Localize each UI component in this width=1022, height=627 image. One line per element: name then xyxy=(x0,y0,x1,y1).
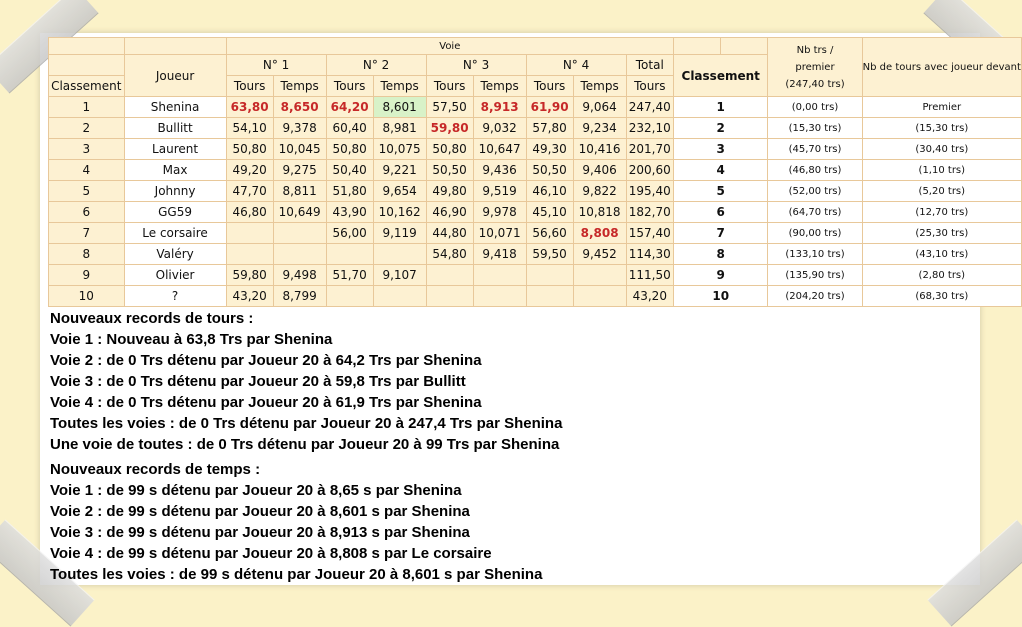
tours-cell: 44,80 xyxy=(426,223,473,244)
rank-cell: 6 xyxy=(49,202,125,223)
tours-cell: 45,10 xyxy=(526,202,573,223)
tours-cell xyxy=(326,244,373,265)
total-cell: 114,30 xyxy=(626,244,674,265)
tours-cell: 49,80 xyxy=(426,181,473,202)
table-row xyxy=(49,118,1022,139)
rank-right-cell: 1 xyxy=(674,97,768,118)
laps-behind-ahead-cell: (68,30 trs) xyxy=(862,286,1021,307)
temps-cell: 9,978 xyxy=(473,202,526,223)
record-line: Voie 3 : de 0 Trs détenu par Joueur 20 à 59,8 Trs par Bullitt xyxy=(50,373,466,390)
tours-cell xyxy=(526,265,573,286)
header-temps: Temps xyxy=(573,76,626,97)
laps-behind-leader-cell: (204,20 trs) xyxy=(768,286,862,307)
tours-cell xyxy=(226,244,273,265)
record-line: Voie 1 : de 99 s détenu par Joueur 20 à 8,65 s par Shenina xyxy=(50,482,462,499)
tours-cell: 57,80 xyxy=(526,118,573,139)
header-tours: Tours xyxy=(226,76,273,97)
temps-cell: 9,119 xyxy=(373,223,426,244)
header-empty xyxy=(721,38,768,55)
tours-cell: 50,80 xyxy=(426,139,473,160)
temps-cell: 9,234 xyxy=(573,118,626,139)
tours-cell: 46,90 xyxy=(426,202,473,223)
tours-cell xyxy=(526,286,573,307)
rank-right-cell: 5 xyxy=(674,181,768,202)
laps-behind-leader-cell: (45,70 trs) xyxy=(768,139,862,160)
temps-cell: 9,654 xyxy=(373,181,426,202)
temps-cell: 9,032 xyxy=(473,118,526,139)
temps-cell: 10,075 xyxy=(373,139,426,160)
laps-behind-leader-cell: (133,10 trs) xyxy=(768,244,862,265)
total-cell: 247,40 xyxy=(626,97,674,118)
temps-cell xyxy=(273,244,326,265)
tours-cell: 54,10 xyxy=(226,118,273,139)
tours-cell: 46,80 xyxy=(226,202,273,223)
tours-cell: 64,20 xyxy=(326,97,373,118)
temps-records-title: Nouveaux records de temps : xyxy=(50,461,261,478)
records-notes xyxy=(50,308,562,585)
header-nb-trs-premier xyxy=(768,38,862,97)
table-row xyxy=(49,97,1022,118)
player-name-cell: Olivier xyxy=(124,265,226,286)
table-row xyxy=(49,160,1022,181)
temps-cell: 9,107 xyxy=(373,265,426,286)
rank-cell: 2 xyxy=(49,118,125,139)
laps-behind-ahead-cell: (1,10 trs) xyxy=(862,160,1021,181)
player-name-cell: ? xyxy=(124,286,226,307)
rank-cell: 10 xyxy=(49,286,125,307)
laps-behind-leader-cell: (0,00 trs) xyxy=(768,97,862,118)
total-cell: 201,70 xyxy=(626,139,674,160)
tours-cell: 59,80 xyxy=(226,265,273,286)
table-row xyxy=(49,223,1022,244)
nb-trs-line-2: premier xyxy=(795,61,835,73)
rank-right-cell: 8 xyxy=(674,244,768,265)
table-row xyxy=(49,139,1022,160)
header-tours: Tours xyxy=(526,76,573,97)
tours-cell: 60,40 xyxy=(326,118,373,139)
tours-cell: 49,30 xyxy=(526,139,573,160)
header-empty xyxy=(674,38,721,55)
temps-cell: 10,162 xyxy=(373,202,426,223)
header-lane-4: N° 4 xyxy=(526,55,626,76)
tours-cell: 50,50 xyxy=(526,160,573,181)
temps-cell: 10,416 xyxy=(573,139,626,160)
total-cell: 182,70 xyxy=(626,202,674,223)
rank-cell: 4 xyxy=(49,160,125,181)
temps-cell: 10,647 xyxy=(473,139,526,160)
header-tours: Tours xyxy=(326,76,373,97)
temps-cell: 9,221 xyxy=(373,160,426,181)
nb-trs-line-3: (247,40 trs) xyxy=(785,78,845,90)
temps-cell xyxy=(573,265,626,286)
rank-cell: 3 xyxy=(49,139,125,160)
tours-cell: 59,50 xyxy=(526,244,573,265)
tours-cell: 43,20 xyxy=(226,286,273,307)
total-cell: 195,40 xyxy=(626,181,674,202)
temps-cell: 8,913 xyxy=(473,97,526,118)
record-line: Une voie de toutes : de 0 Trs détenu par Joueur 20 à 99 Trs par Shenina xyxy=(50,436,560,453)
laps-behind-leader-cell: (90,00 trs) xyxy=(768,223,862,244)
rank-cell: 1 xyxy=(49,97,125,118)
header-empty xyxy=(49,55,125,76)
laps-behind-ahead-cell: Premier xyxy=(862,97,1021,118)
tours-cell: 51,80 xyxy=(326,181,373,202)
header-temps: Temps xyxy=(373,76,426,97)
temps-cell xyxy=(473,286,526,307)
player-name-cell: Bullitt xyxy=(124,118,226,139)
player-name-cell: Valéry xyxy=(124,244,226,265)
header-lane-2: N° 2 xyxy=(326,55,426,76)
header-classement: Classement xyxy=(49,76,125,97)
temps-cell: 9,452 xyxy=(573,244,626,265)
temps-cell: 9,822 xyxy=(573,181,626,202)
tours-cell xyxy=(426,286,473,307)
record-line: Voie 2 : de 0 Trs détenu par Joueur 20 à 64,2 Trs par Shenina xyxy=(50,352,482,369)
rank-right-cell: 6 xyxy=(674,202,768,223)
header-lane-1: N° 1 xyxy=(226,55,326,76)
laps-behind-ahead-cell: (43,10 trs) xyxy=(862,244,1021,265)
tours-cell: 57,50 xyxy=(426,97,473,118)
laps-behind-ahead-cell: (12,70 trs) xyxy=(862,202,1021,223)
rank-right-cell: 3 xyxy=(674,139,768,160)
temps-cell: 9,436 xyxy=(473,160,526,181)
temps-cell: 8,650 xyxy=(273,97,326,118)
tours-records-list xyxy=(50,329,562,455)
record-line: Toutes les voies : de 99 s détenu par Joueur 20 à 8,601 s par Shenina xyxy=(50,566,543,583)
laps-behind-ahead-cell: (5,20 trs) xyxy=(862,181,1021,202)
temps-cell: 8,811 xyxy=(273,181,326,202)
temps-cell: 8,981 xyxy=(373,118,426,139)
record-line: Voie 2 : de 99 s détenu par Joueur 20 à 8,601 s par Shenina xyxy=(50,503,470,520)
player-name-cell: Max xyxy=(124,160,226,181)
temps-cell: 9,064 xyxy=(573,97,626,118)
temps-cell: 8,808 xyxy=(573,223,626,244)
rank-right-cell: 2 xyxy=(674,118,768,139)
header-empty xyxy=(49,38,125,55)
tours-cell: 63,80 xyxy=(226,97,273,118)
player-name-cell: GG59 xyxy=(124,202,226,223)
table-row xyxy=(49,265,1022,286)
tours-cell: 49,20 xyxy=(226,160,273,181)
record-line: Voie 4 : de 99 s détenu par Joueur 20 à 8,808 s par Le corsaire xyxy=(50,545,492,562)
table-row xyxy=(49,181,1022,202)
temps-cell: 9,378 xyxy=(273,118,326,139)
temps-cell xyxy=(373,286,426,307)
tours-cell: 61,90 xyxy=(526,97,573,118)
player-name-cell: Shenina xyxy=(124,97,226,118)
tours-records-title: Nouveaux records de tours : xyxy=(50,310,254,327)
tours-cell: 43,90 xyxy=(326,202,373,223)
total-cell: 43,20 xyxy=(626,286,674,307)
total-cell: 200,60 xyxy=(626,160,674,181)
laps-behind-leader-cell: (46,80 trs) xyxy=(768,160,862,181)
rank-right-cell: 10 xyxy=(674,286,768,307)
header-tours: Tours xyxy=(426,76,473,97)
laps-behind-leader-cell: (135,90 trs) xyxy=(768,265,862,286)
total-cell: 232,10 xyxy=(626,118,674,139)
tours-cell: 50,80 xyxy=(326,139,373,160)
header-empty xyxy=(124,38,226,55)
temps-cell: 9,418 xyxy=(473,244,526,265)
rank-right-cell: 9 xyxy=(674,265,768,286)
tours-cell: 56,60 xyxy=(526,223,573,244)
results-table xyxy=(48,37,1022,307)
header-temps: Temps xyxy=(473,76,526,97)
tours-cell xyxy=(326,286,373,307)
temps-cell: 10,071 xyxy=(473,223,526,244)
temps-cell: 9,519 xyxy=(473,181,526,202)
tours-cell: 46,10 xyxy=(526,181,573,202)
tours-cell xyxy=(426,265,473,286)
header-temps: Temps xyxy=(273,76,326,97)
header-total: Total xyxy=(626,55,674,76)
rank-cell: 5 xyxy=(49,181,125,202)
table-row xyxy=(49,202,1022,223)
rank-cell: 9 xyxy=(49,265,125,286)
temps-cell xyxy=(273,223,326,244)
laps-behind-leader-cell: (52,00 trs) xyxy=(768,181,862,202)
tours-cell: 50,40 xyxy=(326,160,373,181)
total-cell: 111,50 xyxy=(626,265,674,286)
rank-cell: 7 xyxy=(49,223,125,244)
tours-cell: 50,50 xyxy=(426,160,473,181)
record-line: Voie 3 : de 99 s détenu par Joueur 20 à 8,913 s par Shenina xyxy=(50,524,470,541)
record-line: Voie 1 : Nouveau à 63,8 Trs par Shenina xyxy=(50,331,333,348)
header-classement-right: Classement xyxy=(674,55,768,97)
player-name-cell: Johnny xyxy=(124,181,226,202)
temps-cell xyxy=(373,244,426,265)
tours-cell: 54,80 xyxy=(426,244,473,265)
temps-cell: 9,498 xyxy=(273,265,326,286)
temps-cell: 8,799 xyxy=(273,286,326,307)
temps-cell: 9,406 xyxy=(573,160,626,181)
nb-trs-line-1: Nb trs / xyxy=(796,44,834,56)
header-lane-3: N° 3 xyxy=(426,55,526,76)
tours-cell: 59,80 xyxy=(426,118,473,139)
temps-cell xyxy=(473,265,526,286)
rank-cell: 8 xyxy=(49,244,125,265)
laps-behind-ahead-cell: (15,30 trs) xyxy=(862,118,1021,139)
header-voie: Voie xyxy=(226,38,673,55)
tours-cell: 56,00 xyxy=(326,223,373,244)
laps-behind-leader-cell: (64,70 trs) xyxy=(768,202,862,223)
header-nb-tours-devant: Nb de tours avec joueur devant xyxy=(862,38,1021,97)
table-row xyxy=(49,286,1022,307)
laps-behind-leader-cell: (15,30 trs) xyxy=(768,118,862,139)
rank-right-cell: 4 xyxy=(674,160,768,181)
table-row xyxy=(49,244,1022,265)
tours-cell: 47,70 xyxy=(226,181,273,202)
temps-records-list xyxy=(50,480,562,585)
temps-cell: 10,818 xyxy=(573,202,626,223)
player-name-cell: Le corsaire xyxy=(124,223,226,244)
record-line: Voie 4 : de 0 Trs détenu par Joueur 20 à 61,9 Trs par Shenina xyxy=(50,394,482,411)
tours-cell: 51,70 xyxy=(326,265,373,286)
rank-right-cell: 7 xyxy=(674,223,768,244)
temps-cell: 8,601 xyxy=(373,97,426,118)
record-line: Toutes les voies : de 0 Trs détenu par Joueur 20 à 247,4 Trs par Shenina xyxy=(50,415,563,432)
temps-cell xyxy=(573,286,626,307)
temps-cell: 10,045 xyxy=(273,139,326,160)
laps-behind-ahead-cell: (25,30 trs) xyxy=(862,223,1021,244)
laps-behind-ahead-cell: (30,40 trs) xyxy=(862,139,1021,160)
tours-cell xyxy=(226,223,273,244)
player-name-cell: Laurent xyxy=(124,139,226,160)
total-cell: 157,40 xyxy=(626,223,674,244)
header-tours: Tours xyxy=(626,76,674,97)
temps-cell: 9,275 xyxy=(273,160,326,181)
tours-cell: 50,80 xyxy=(226,139,273,160)
temps-cell: 10,649 xyxy=(273,202,326,223)
laps-behind-ahead-cell: (2,80 trs) xyxy=(862,265,1021,286)
header-joueur: Joueur xyxy=(124,55,226,97)
